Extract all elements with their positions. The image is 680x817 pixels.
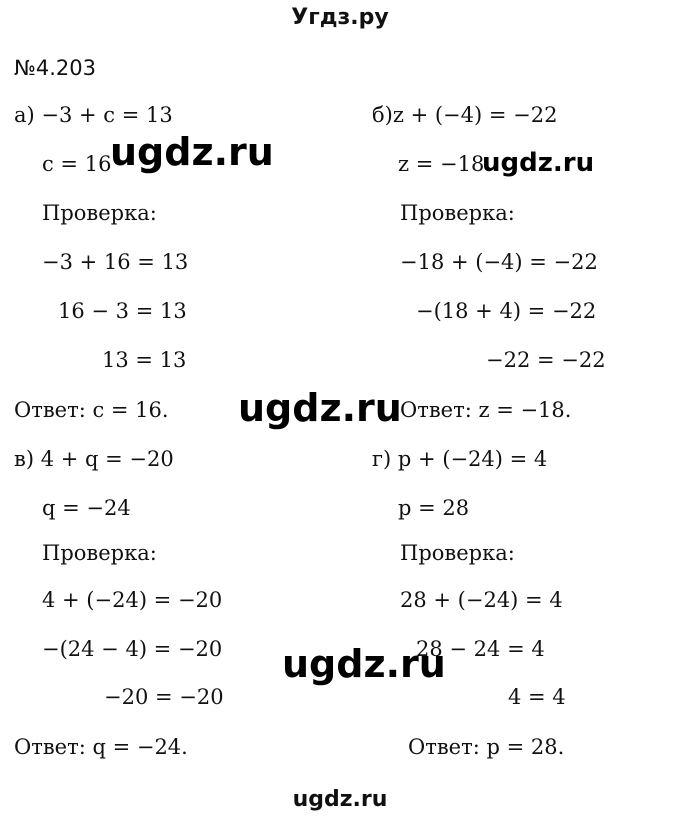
- part-a-check-line: 13 = 13: [102, 348, 187, 372]
- part-g-check-line: 4 = 4: [508, 685, 566, 709]
- part-b-check-line: −22 = −22: [486, 348, 606, 372]
- watermark: ugdz.ru: [282, 642, 446, 686]
- part-b-answer: Ответ: z = −18.: [400, 398, 572, 422]
- part-v-check-line: −20 = −20: [104, 685, 224, 709]
- part-b-solution: z = −18: [398, 152, 485, 176]
- part-v-check-line: 4 + (−24) = −20: [42, 588, 223, 612]
- site-title: Угдз.ру: [291, 5, 389, 30]
- part-g-equation: г) p + (−24) = 4: [372, 447, 548, 471]
- part-b-check-line: −18 + (−4) = −22: [400, 250, 598, 274]
- part-g-answer: Ответ: p = 28.: [408, 735, 565, 759]
- part-g-check-label: Проверка:: [400, 541, 515, 565]
- part-a-check-line: 16 − 3 = 13: [58, 299, 187, 323]
- part-a-check-line: −3 + 16 = 13: [42, 250, 189, 274]
- part-a-solution: c = 16: [42, 152, 112, 176]
- part-v-answer: Ответ: q = −24.: [14, 735, 188, 759]
- problem-number: №4.203: [14, 56, 96, 80]
- part-g-check-line: 28 − 24 = 4: [416, 637, 545, 661]
- part-v-check-line: −(24 − 4) = −20: [42, 637, 223, 661]
- part-g-solution: p = 28: [398, 496, 470, 520]
- footer-watermark: ugdz.ru: [292, 787, 388, 812]
- part-b-check-label: Проверка:: [400, 201, 515, 225]
- part-v-check-label: Проверка:: [42, 541, 157, 565]
- part-v-equation: в) 4 + q = −20: [14, 447, 174, 471]
- part-a-equation: а) −3 + c = 13: [14, 103, 173, 127]
- watermark: ugdz.ru: [482, 148, 595, 178]
- watermark: ugdz.ru: [238, 386, 402, 430]
- part-a-answer: Ответ: c = 16.: [14, 398, 169, 422]
- part-b-check-line: −(18 + 4) = −22: [416, 299, 597, 323]
- part-g-check-line: 28 + (−24) = 4: [400, 588, 563, 612]
- part-v-solution: q = −24: [42, 496, 131, 520]
- part-b-equation: б)z + (−4) = −22: [372, 103, 558, 127]
- part-a-check-label: Проверка:: [42, 201, 157, 225]
- watermark: ugdz.ru: [110, 130, 274, 174]
